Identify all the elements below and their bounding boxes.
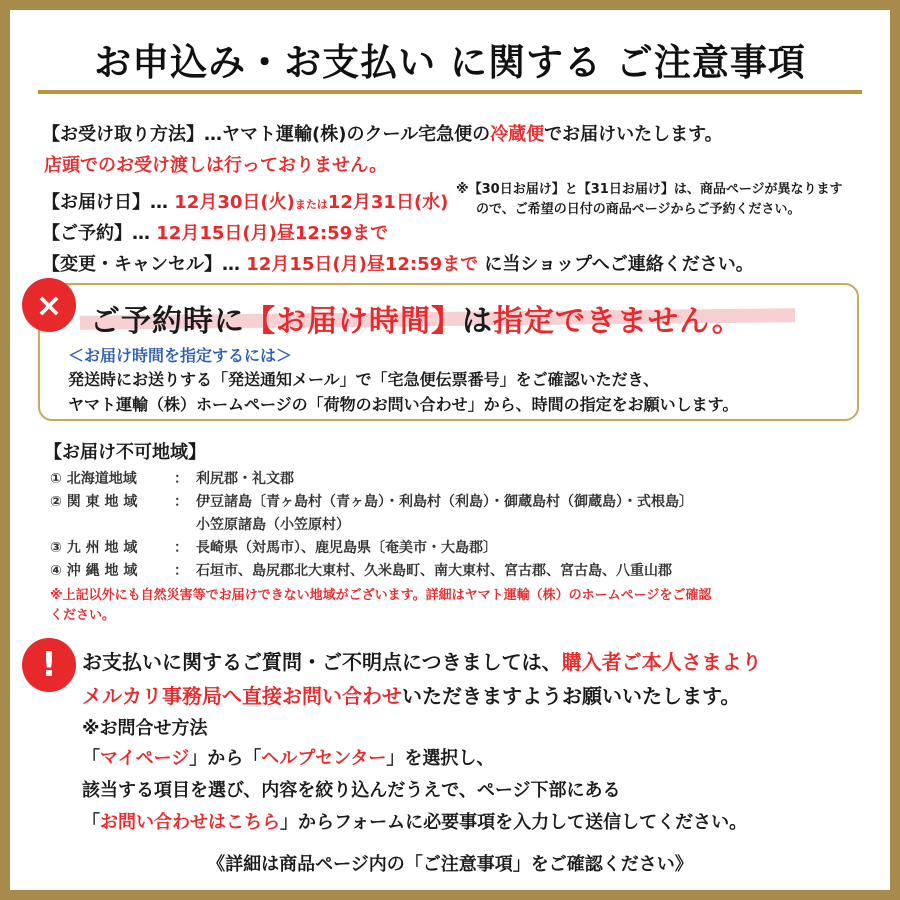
payment-l1-b: 購入者ご本人さまより — [561, 650, 762, 674]
inquiry-method: ※お問合せ方法 — [82, 718, 208, 739]
close-icon: × — [22, 278, 76, 332]
area-label: ① 北海道地域 — [50, 471, 137, 487]
howto-heading: ＜お届け時間を指定するには＞ — [68, 346, 293, 365]
change-deadline: 12月15日(月)昼12:59まで — [246, 254, 479, 275]
area-row — [50, 514, 350, 534]
side-note — [456, 180, 843, 220]
areas-heading: 【お届け不可地域】 — [44, 442, 206, 463]
area-row — [50, 560, 672, 580]
payment-l2-a: メルカリ事務局へ直接お問い合わせ — [82, 684, 402, 708]
area-colon: ： — [174, 471, 188, 487]
payment-l2-b: いただきますようお願いいたします。 — [402, 684, 741, 708]
payment-l6-b: 」からフォームに必要事項を入力して送信してください。 — [280, 812, 748, 833]
area-colon: ： — [174, 494, 188, 510]
warning-part3: は — [462, 304, 493, 339]
payment-line-5: 該当する項目を選び、内容を絞り込んだうえで、ページ下部にある — [82, 780, 621, 801]
notice-card — [10, 10, 890, 890]
area-value: 利尻郡・礼文郡 — [196, 471, 294, 487]
change-dots: … — [222, 254, 240, 275]
exclamation-icon: ! — [22, 638, 76, 692]
area-label: ③ 九 州 地 域 — [50, 540, 138, 556]
delivery-date-1: 12月30日(火) — [174, 192, 295, 213]
warning-heading — [90, 296, 743, 340]
reservation-line — [42, 219, 388, 245]
quote-open: 「 — [82, 812, 100, 833]
area-label: ④ 沖 縄 地 域 — [50, 563, 138, 579]
change-text: に当ショップへご連絡ください。 — [484, 254, 754, 275]
receive-method-line — [42, 120, 723, 146]
payment-line-6 — [82, 808, 747, 834]
payment-l4-b: 」から「 — [189, 748, 262, 769]
payment-line-2 — [82, 680, 740, 709]
payment-l4-c: 」を選択し、 — [386, 748, 495, 769]
delivery-label: 【お届け日】 — [42, 192, 150, 213]
areas-note-line1: ※上記以外にも自然災害等でお届けできない地域がございます。詳細はヤマト運輸（株）のホームページをご確認 — [50, 588, 712, 603]
side-note-line1: ※【30日お届け】と【31日お届け】は、商品ページが異なります — [456, 182, 843, 197]
area-value: 長崎県（対馬市）、鹿児島県〔奄美市・大島郡〕 — [196, 540, 497, 556]
reservation-label: 【ご予約】 — [42, 223, 132, 244]
area-label: ② 関 東 地 域 — [50, 494, 138, 510]
warning-part4: 指定できません。 — [493, 304, 743, 339]
no-store-pickup: 店頭でのお受け渡しは行っておりません。 — [44, 155, 388, 176]
area-colon: ： — [174, 563, 188, 579]
area-colon: ： — [174, 540, 188, 556]
howto-line-2: ヤマト運輸（株）ホームページの「荷物のお問い合わせ」から、時間の指定をお願いします。 — [68, 395, 739, 414]
change-label: 【変更・キャンセル】 — [42, 254, 222, 275]
mypage-link[interactable]: マイページ — [100, 748, 190, 769]
cold-delivery: 冷蔵便 — [490, 124, 545, 145]
reservation-deadline: 12月15日(月)昼12:59まで — [156, 223, 389, 244]
area-value: 小笠原諸島（小笠原村） — [196, 517, 350, 533]
delivery-dots: … — [150, 192, 168, 213]
page-title: お申込み・お支払い に関する ご注意事項 — [94, 41, 806, 84]
delivery-or: または — [294, 198, 328, 211]
delivery-date-2: 12月31日(水) — [327, 192, 449, 213]
reservation-dots: … — [132, 223, 150, 244]
payment-l1-a: お支払いに関するご質問・ご不明点につきましては、 — [82, 650, 562, 674]
quote-open: 「 — [82, 748, 100, 769]
area-row — [50, 468, 294, 488]
receive-label: 【お受け取り方法】 — [42, 124, 204, 145]
help-center-link[interactable]: ヘルプセンター — [261, 748, 387, 769]
side-note-line2: ので、ご希望の日付の商品ページからご予約ください。 — [476, 202, 801, 217]
warning-part2: 【お届け時間】 — [245, 304, 462, 339]
inquiry-link[interactable]: お問い合わせはこちら — [100, 812, 280, 833]
area-value: 伊豆諸島〔青ヶ島村（青ヶ島）・利島村（利島）・御蔵島村（御蔵島）・式根島〕 — [196, 494, 693, 510]
areas-note-line2: ください。 — [50, 608, 116, 623]
footer-note: 《詳細は商品ページ内の「ご注意事項」をご確認ください》 — [207, 854, 693, 875]
delivery-date-line — [42, 188, 448, 214]
area-row — [50, 537, 497, 557]
receive-text-b: でお届けいたします。 — [544, 124, 723, 145]
warning-part1: ご予約時に — [90, 304, 245, 339]
area-row — [50, 491, 693, 511]
receive-text-a: …ヤマト運輸(株)のクール宅急便の — [204, 124, 491, 145]
area-value: 石垣市、島尻郡北大東村、久米島町、南大東村、宮古郡、宮古島、八重山郡 — [196, 563, 672, 579]
change-cancel-line — [42, 250, 754, 276]
payment-line-1 — [82, 646, 762, 675]
title-divider — [38, 90, 862, 94]
howto-line-1: 発送時にお送りする「発送通知メール」で「宅急便伝票番号」をご確認いただき、 — [68, 370, 660, 389]
payment-line-4 — [82, 744, 494, 770]
